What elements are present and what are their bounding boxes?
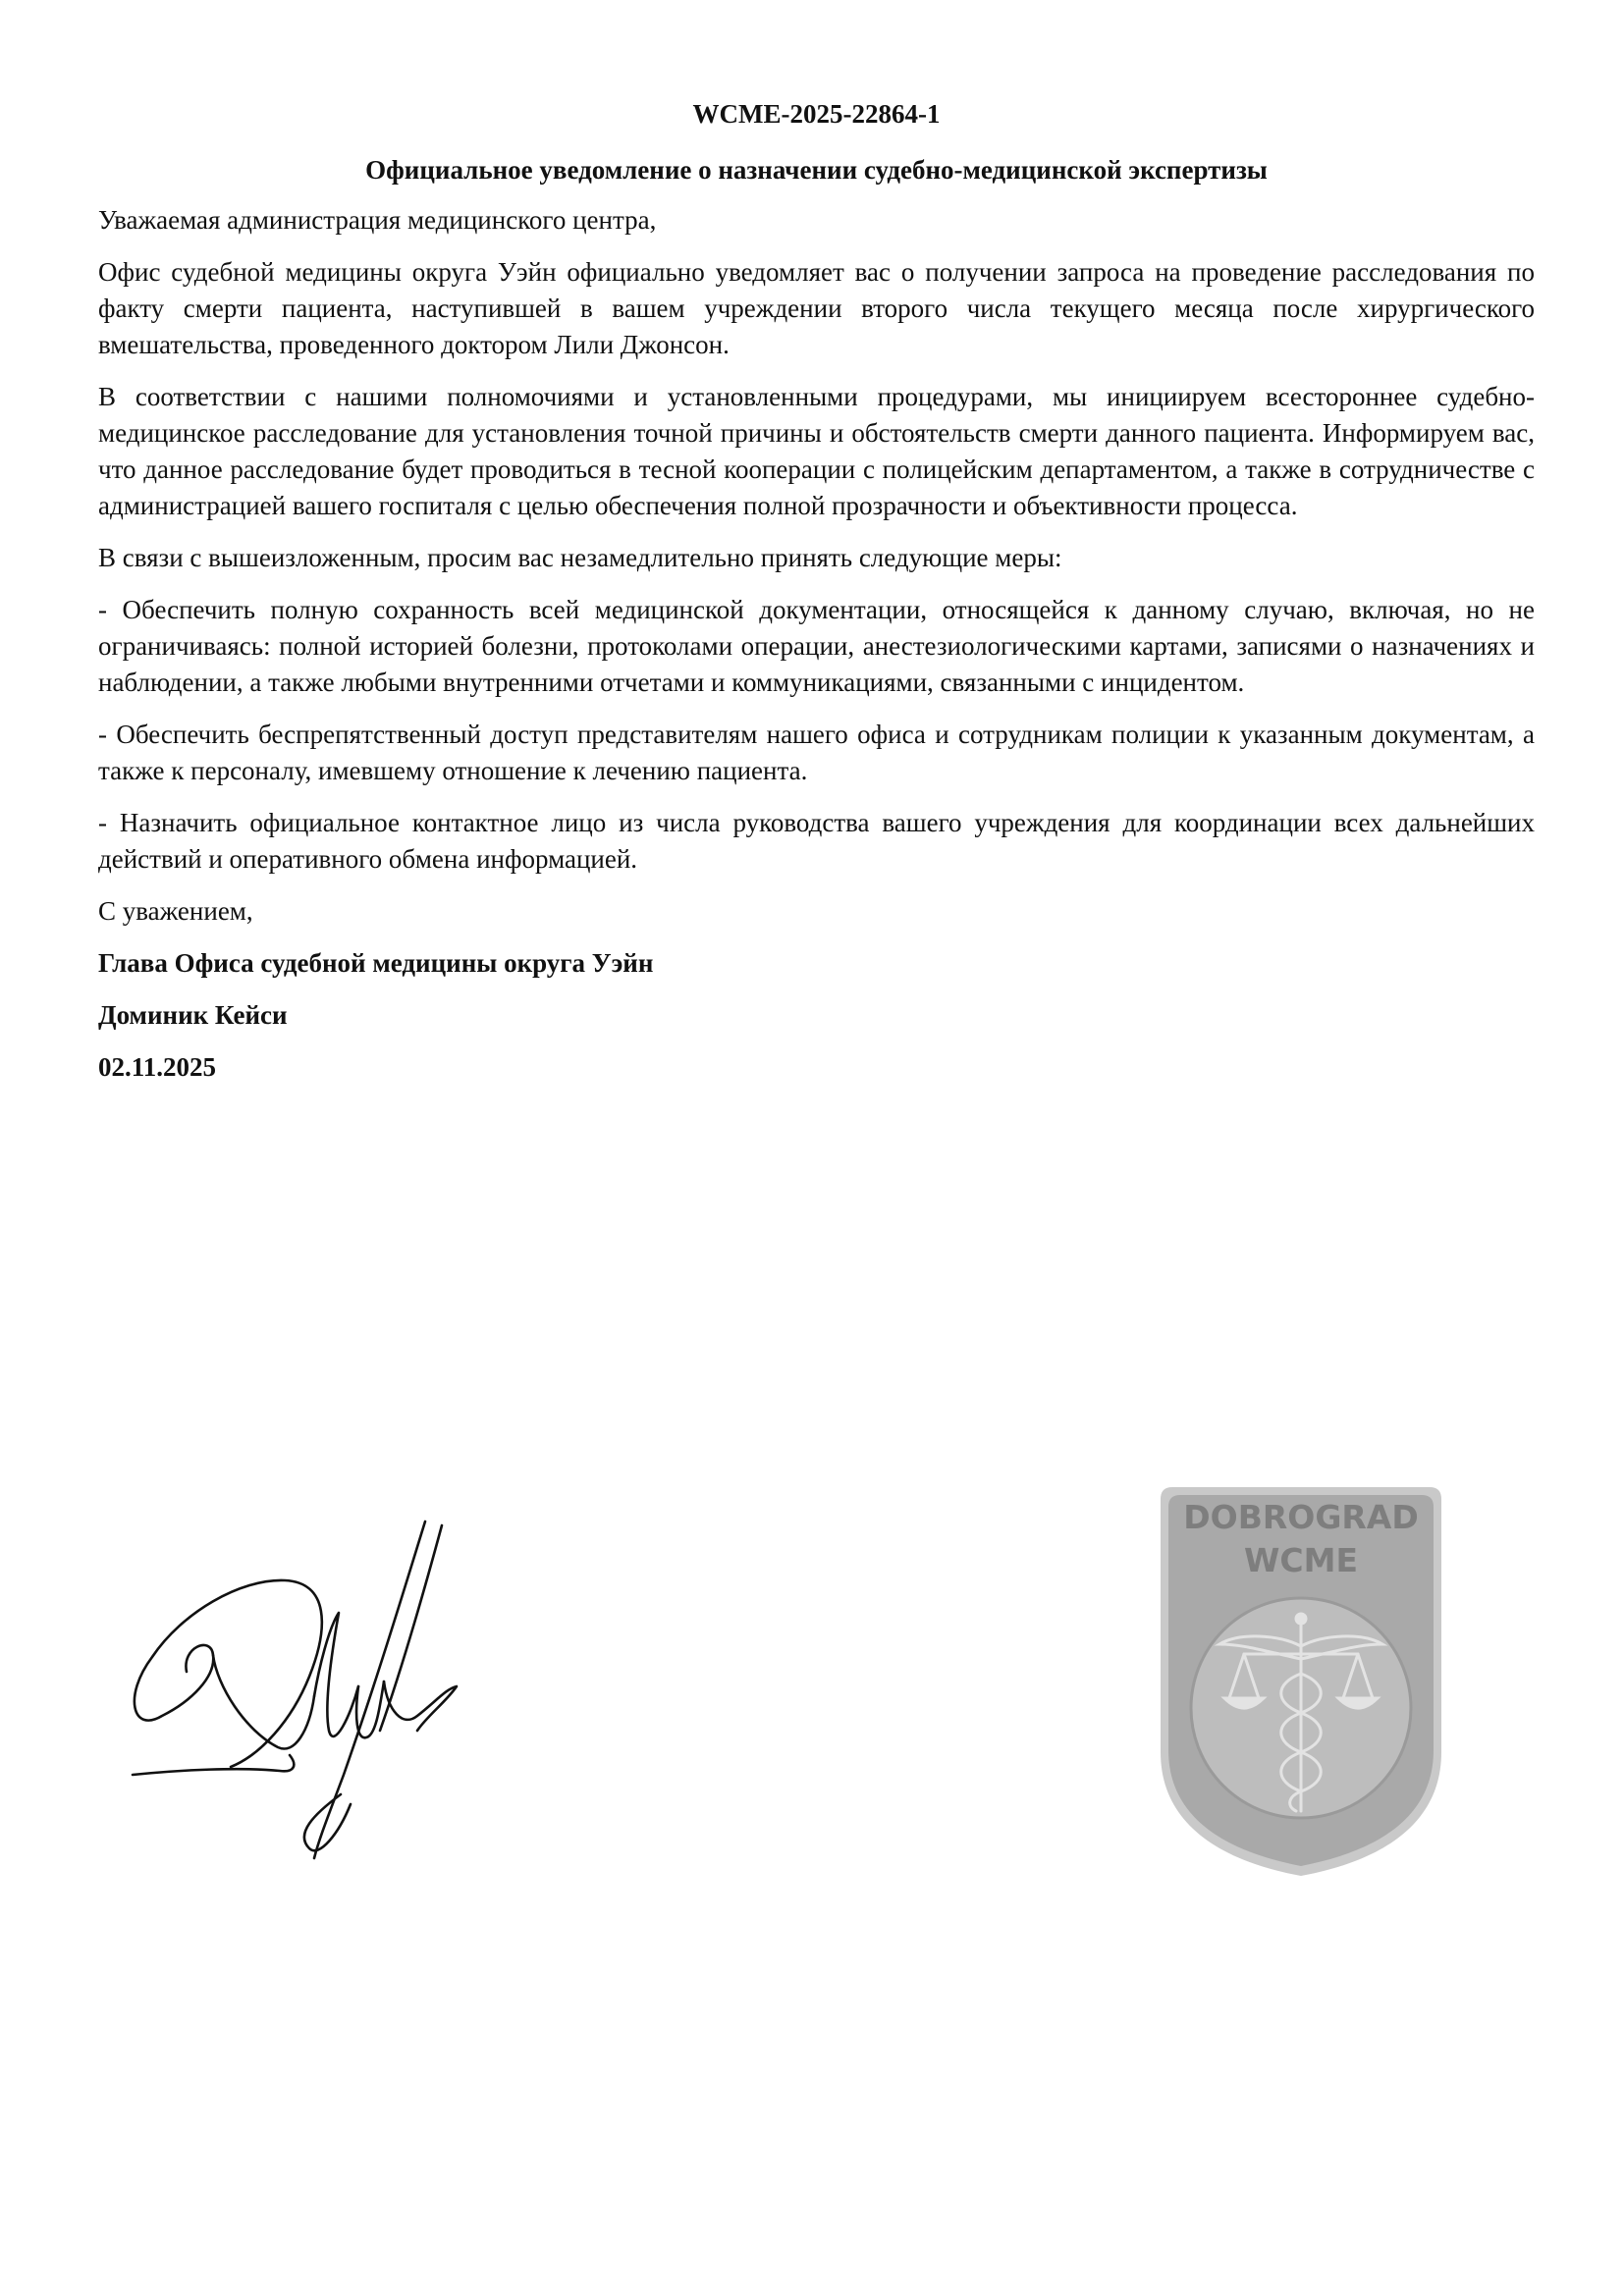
document-date: 02.11.2025 <box>98 1052 217 1082</box>
paragraph-notice: Офис судебной медицины округа Уэйн официально уведомляет вас о получении запроса на проведение расследования по факту смерти пациента, наступившей в вашем учреждении второго числа текущего месяца после хирургического вмешательства, проведенного доктором Лили Джонсон. <box>98 257 1535 359</box>
list-item-preserve-records: - Обеспечить полную сохранность всей медицинской документации, относящейся к данному случаю, включая, но не ограничиваясь: полной историей болезни, протоколами операции, анестезиологическими картами, записями о назначениях и наблюдении, а также любыми внутренними отчетами и коммуникациями, связанными с инцидентом. <box>98 595 1535 697</box>
greeting: Уважаемая администрация медицинского центра, <box>98 205 657 235</box>
seal <box>1161 1487 1441 1876</box>
signer-position: Глава Офиса судебной медицины округа Уэйн <box>98 948 654 978</box>
document-number: WCME-2025-22864-1 <box>692 99 941 129</box>
signature-icon <box>123 1520 506 1868</box>
list-item-grant-access: - Обеспечить беспрепятственный доступ представителям нашего офиса и сотрудникам полиции к указанным документам, а также к персоналу, имевшему отношение к лечению пациента. <box>98 720 1535 785</box>
list-item-assign-contact: - Назначить официальное контактное лицо из числа руководства вашего учреждения для координации всех дальнейших действий и оперативного обмена информацией. <box>98 808 1535 874</box>
document-title: Официальное уведомление о назначении судебно-медицинской экспертизы <box>365 155 1268 185</box>
signer-name: Доминик Кейси <box>98 1000 288 1030</box>
seal-line-2: WCME <box>1244 1541 1358 1579</box>
paragraph-investigation: В соответствии с нашими полномочиями и установленными процедурами, мы инициируем всестороннее судебно-медицинское расследование для установления точной причины и обстоятельств смерти данного пациента. Информируем вас, что данное расследование будет проводиться в тесной кооперации с полицейским департаментом, а также в сотрудничестве с администрацией вашего госпиталя с целью обеспечения полной прозрачности и объективности процесса. <box>98 382 1535 520</box>
document-body <box>98 96 1535 1101</box>
seal-line-1: DOBROGRAD <box>1183 1498 1419 1536</box>
closing-phrase: С уважением, <box>98 896 253 926</box>
paragraph-measures-intro: В связи с вышеизложенным, просим вас незамедлительно принять следующие меры: <box>98 543 1062 572</box>
